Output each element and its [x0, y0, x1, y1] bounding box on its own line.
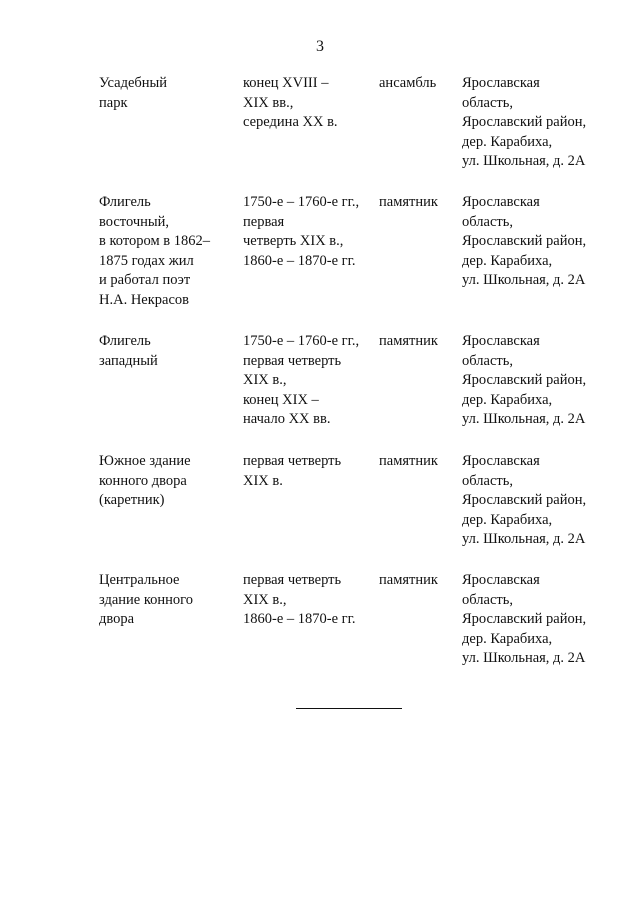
object-address: Ярославская область, Ярославский район, дер. Карабиха, ул. Школьная, д. 2А — [462, 453, 587, 548]
object-name: Усадебный парк — [99, 75, 168, 111]
object-date: конец XVIII – XIX вв., середина XX в. — [243, 75, 338, 131]
object-name: Флигель западный — [99, 333, 158, 369]
object-name: Центральное здание конного двора — [99, 572, 194, 628]
object-category: памятник — [379, 194, 438, 210]
object-address: Ярославская область, Ярославский район, дер. Карабиха, ул. Школьная, д. 2А — [462, 194, 587, 289]
object-name: Флигель восточный, в котором в 1862– 1875 годах жил и работал поэт Н.А. Некрасов — [99, 194, 210, 308]
object-category: памятник — [379, 333, 438, 349]
object-address: Ярославская область, Ярославский район, дер. Карабиха, ул. Школьная, д. 2А — [462, 333, 587, 428]
object-date: первая четверть XIX в. — [243, 453, 342, 489]
object-date: 1750-е – 1760-е гг., первая четверть XIX в., конец XIX – начало XX вв. — [243, 333, 360, 428]
object-date: первая четверть XIX в., 1860-е – 1870-е гг. — [243, 572, 356, 628]
object-address: Ярославская область, Ярославский район, дер. Карабиха, ул. Школьная, д. 2А — [462, 75, 587, 170]
object-category: памятник — [379, 572, 438, 588]
object-category: ансамбль — [379, 75, 437, 91]
page-number: 3 — [316, 38, 324, 55]
object-date: 1750-е – 1760-е гг., первая четверть XIX в., 1860-е – 1870-е гг. — [243, 194, 360, 269]
end-divider — [296, 708, 402, 709]
object-address: Ярославская область, Ярославский район, дер. Карабиха, ул. Школьная, д. 2А — [462, 572, 587, 667]
object-name: Южное здание конного двора (каретник) — [99, 453, 191, 509]
object-category: памятник — [379, 453, 438, 469]
